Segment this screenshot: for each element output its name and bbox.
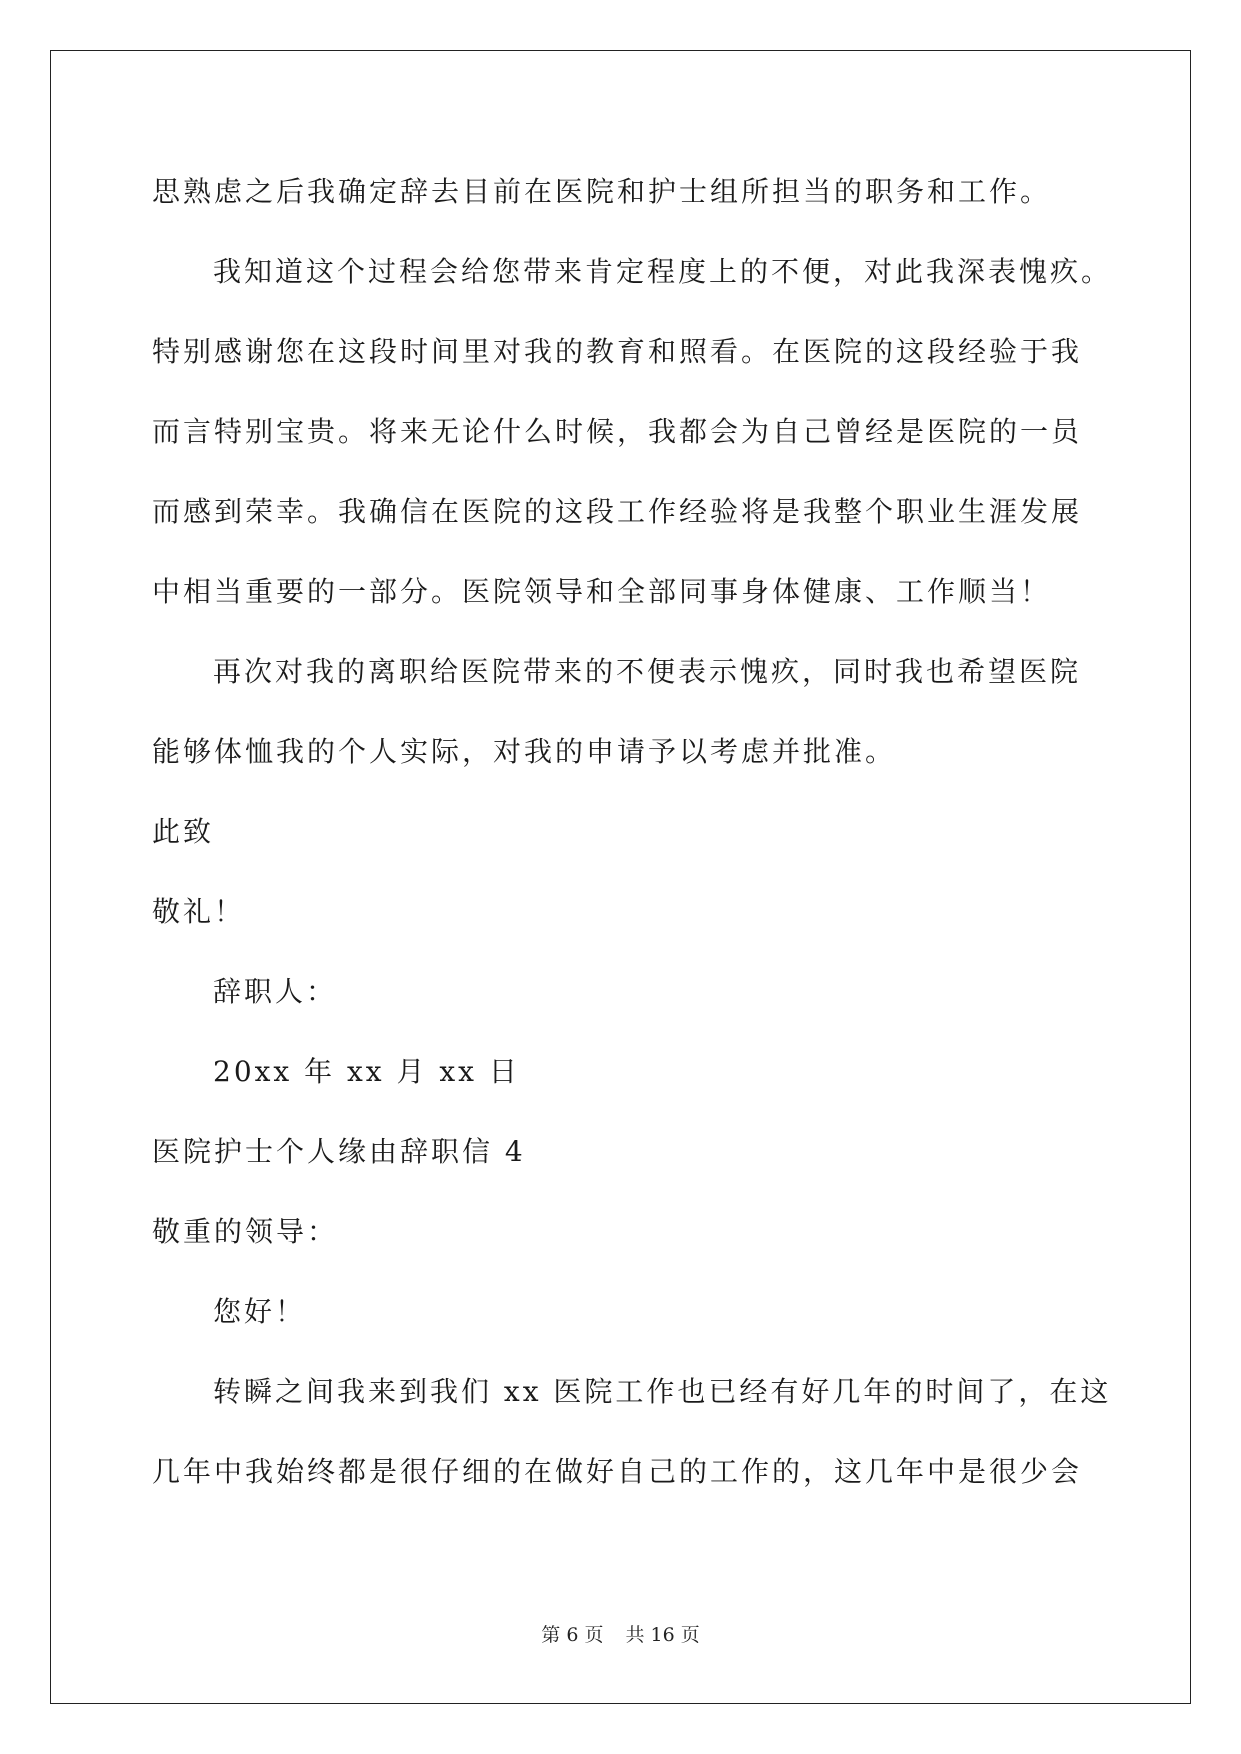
body-line: 我知道这个过程会给您带来肯定程度上的不便，对此我深表愧疚。 [213, 255, 1113, 288]
closing-regards: 敬礼！ [152, 895, 246, 928]
body-line: 几年中我始终都是很仔细的在做好自己的工作的，这几年中是很少会 [152, 1455, 1083, 1488]
body-line: 而言特别宝贵。将来无论什么时候，我都会为自己曾经是医院的一员 [152, 415, 1083, 448]
page-total: 共 16 页 [625, 1624, 700, 1646]
body-line: 思熟虑之后我确定辞去目前在医院和护士组所担当的职务和工作。 [152, 175, 1052, 208]
body-line: 转瞬之间我来到我们 xx 医院工作也已经有好几年的时间了，在这 [213, 1375, 1112, 1408]
body-line: 特别感谢您在这段时间里对我的教育和照看。在医院的这段经验于我 [152, 335, 1083, 368]
section-title: 医院护士个人缘由辞职信 4 [152, 1135, 526, 1168]
greeting: 您好！ [213, 1295, 307, 1328]
body-line: 中相当重要的一部分。医院领导和全部同事身体健康、工作顺当！ [152, 575, 1052, 608]
letter-salutation: 敬重的领导： [152, 1215, 339, 1248]
body-line: 能够体恤我的个人实际，对我的申请予以考虑并批准。 [152, 735, 897, 768]
page-number: 第 6 页 [541, 1624, 604, 1646]
body-line: 再次对我的离职给医院带来的不便表示愧疚，同时我也希望医院 [213, 655, 1082, 688]
signatory-label: 辞职人： [213, 975, 338, 1008]
letter-date: 20xx 年 xx 月 xx 日 [213, 1055, 520, 1088]
closing-salutation: 此致 [152, 815, 215, 848]
body-line: 而感到荣幸。我确信在医院的这段工作经验将是我整个职业生涯发展 [152, 495, 1083, 528]
page-footer [0, 1623, 1241, 1647]
